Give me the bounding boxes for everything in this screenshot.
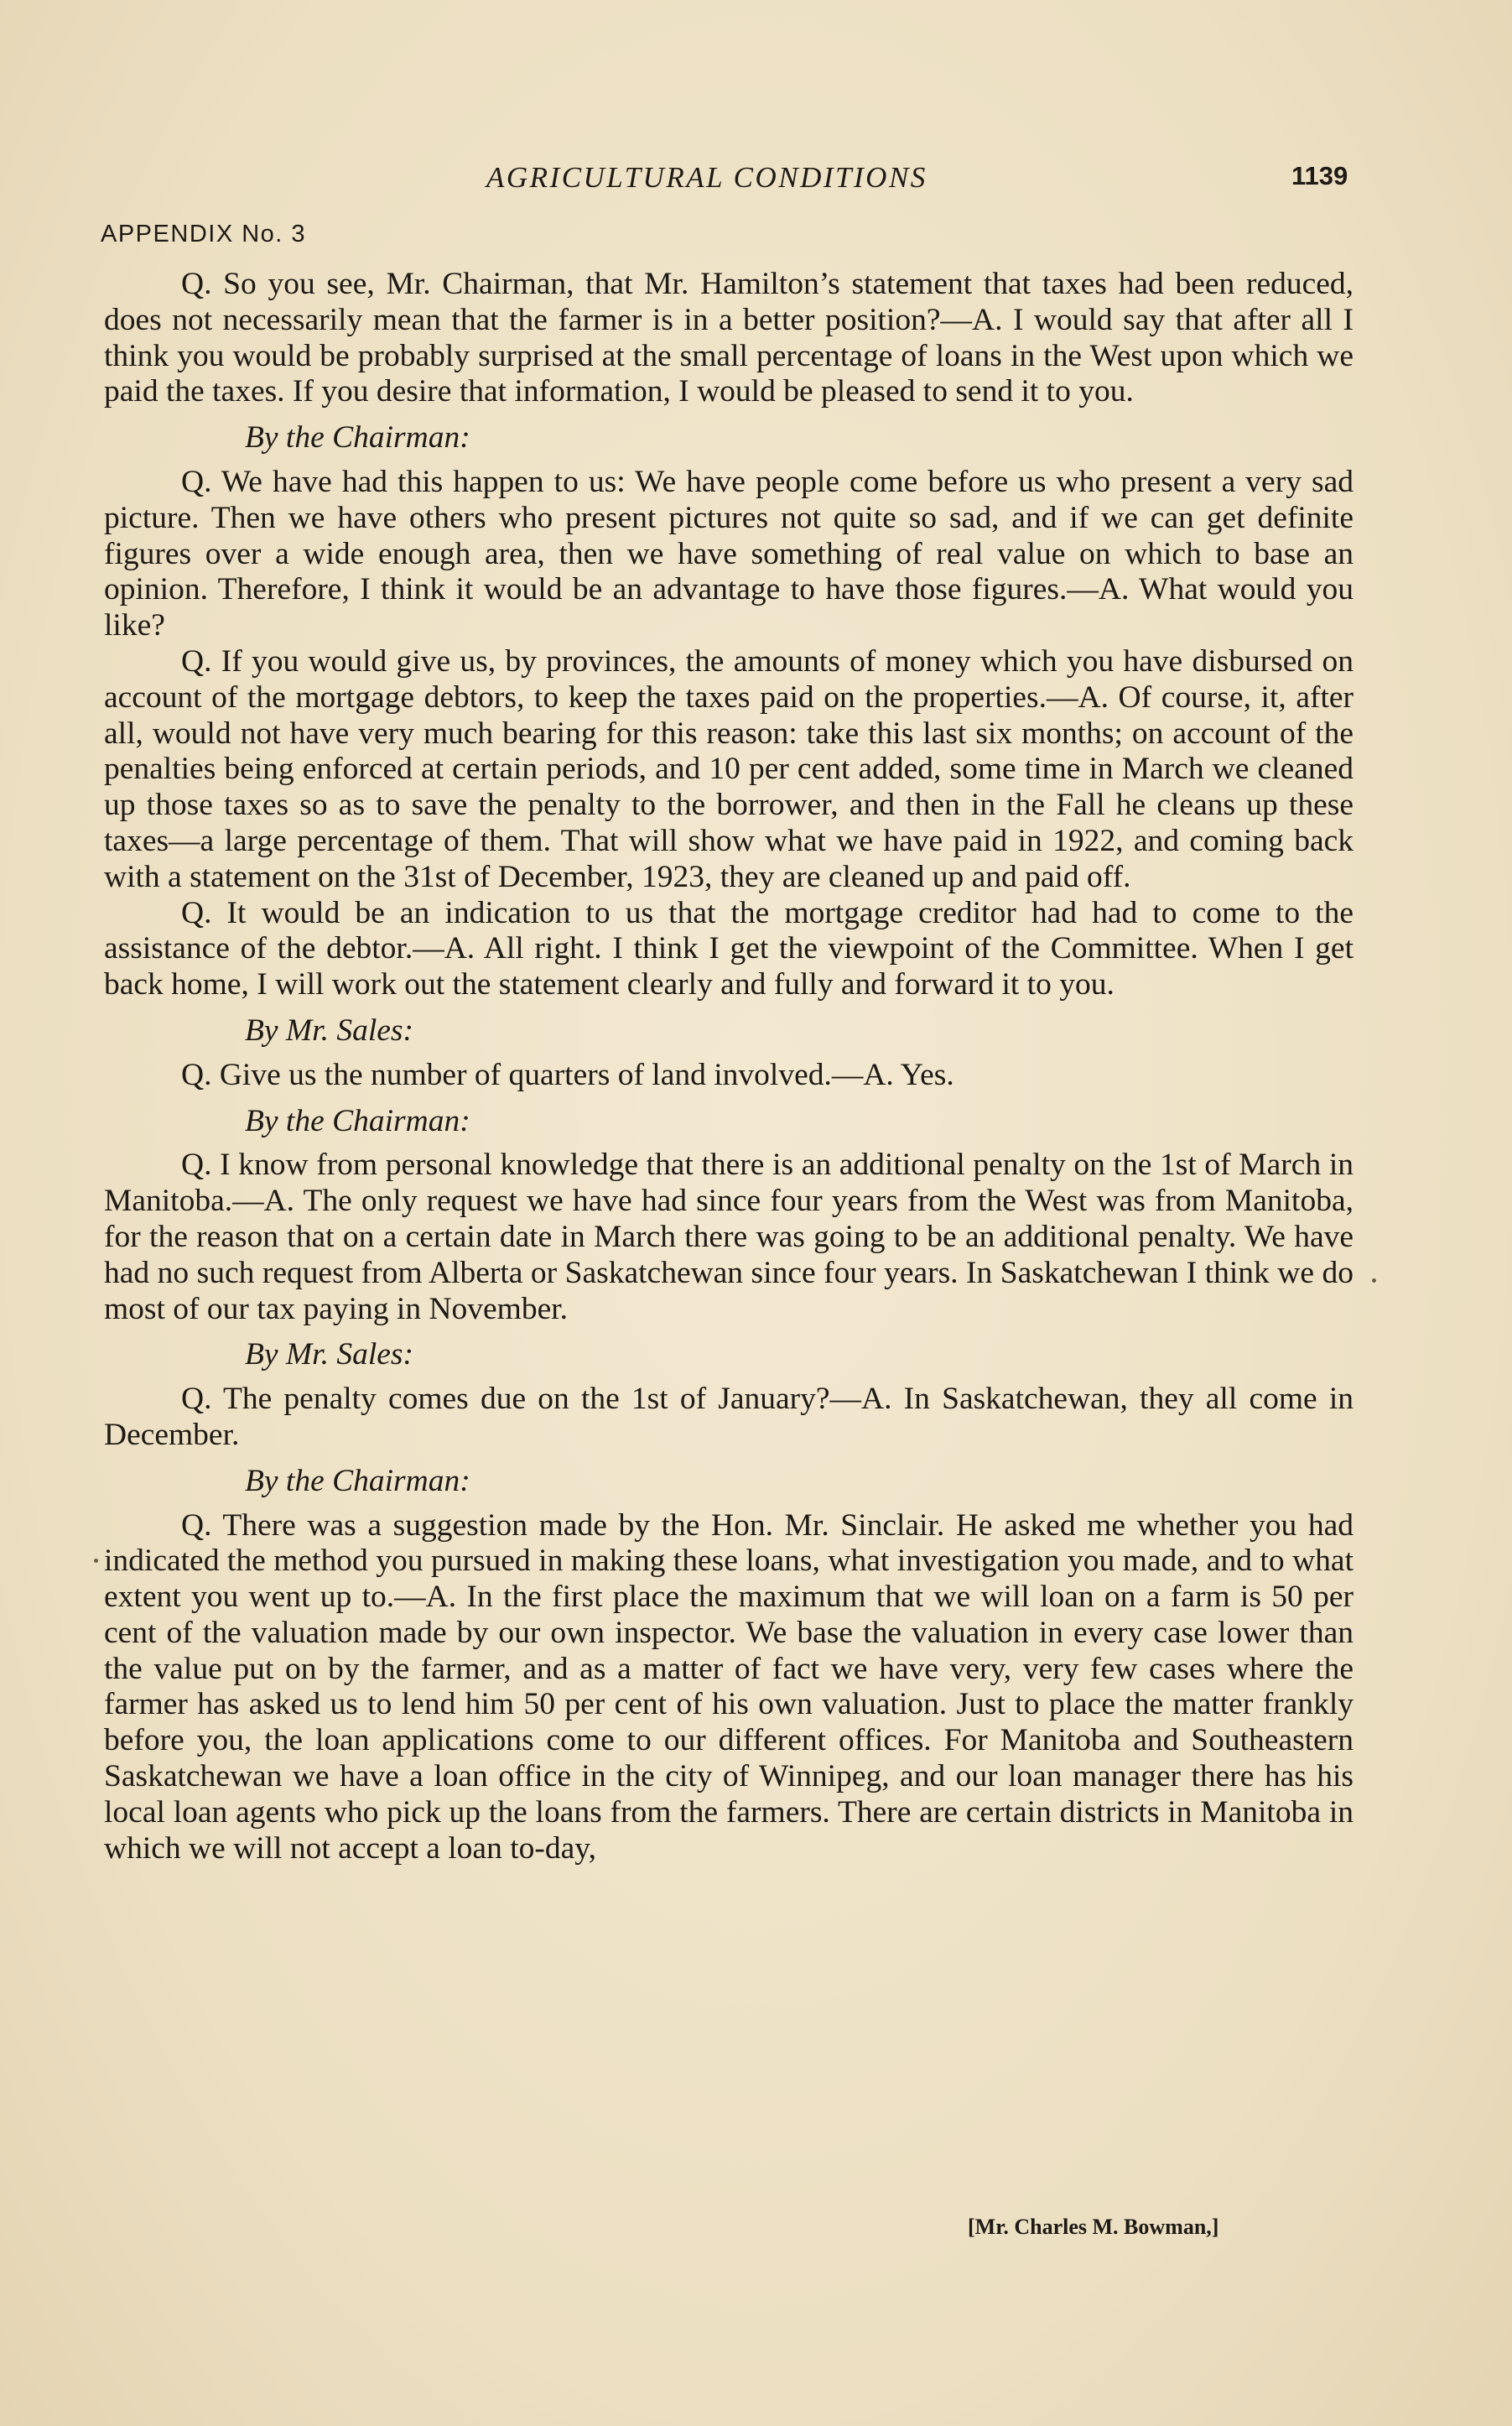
paragraph: Q. The penalty comes due on the 1st of January?—A. In Saskatchewan, they all come in December.	[104, 1382, 1354, 1452]
witness-signature: [Mr. Charles M. Bowman,]	[968, 2215, 1219, 2239]
body-text	[104, 267, 1354, 1866]
paragraph: Q. It would be an indication to us that the mortgage creditor had had to come to the assistance of the debtor.—A. All right. I think I get the viewpoint of the Committee. When I get back home, I will work out the statement clearly and fully and forward it to you.	[104, 895, 1354, 1002]
margin-mark	[94, 1559, 98, 1563]
speaker-heading: By the Chairman:	[245, 1463, 470, 1498]
speaker-heading: By the Chairman:	[245, 1103, 470, 1138]
page-number: 1139	[1291, 161, 1348, 190]
speaker-heading: By Mr. Sales:	[245, 1337, 413, 1372]
speaker-heading: By the Chairman:	[245, 420, 470, 456]
paragraph: Q. So you see, Mr. Chairman, that Mr. Hamilton’s statement that taxes had been reduced, does not necessarily mean that the farmer is in a better position?—A. I would say that after all I think you would be probably surprised at the small percentage of loans in the West upon which we paid the taxes. If you desire that information, I would be pleased to send it to you.	[104, 267, 1354, 409]
speaker-heading: By Mr. Sales:	[245, 1013, 413, 1048]
appendix-label: APPENDIX No. 3	[101, 221, 307, 247]
paragraph: Q. We have had this happen to us: We have people come before us who present a very sad picture. Then we have others who present pictures not quite so sad, and if we can get definite figures over a wide enough area, then we have something of real value on which to base an opinion. Therefore, I think it would be an advantage to have those figures.—A. What would you like?	[104, 464, 1354, 643]
margin-mark	[1372, 1278, 1376, 1283]
paragraph: Q. There was a suggestion made by the Hon. Mr. Sinclair. He asked me whether you had indicated the method you pursued in making these loans, what investigation you made, and to what extent you went up to.—A. In the first place the maximum that we will loan on a farm is 50 per cent of the valuation made by our own inspector. We base the valuation in every case lower than the value put on by the farmer, and as a matter of fact we have very, very few cases where the farmer has asked us to lend him 50 per cent of his own valuation. Just to place the matter frankly before you, the loan applications come to our different offices. For Manitoba and Southeastern Saskatchewan we have a loan office in the city of Winnipeg, and our loan manager there has his local loan agents who pick up the loans from the farmers. There are certain districts in Manitoba in which we will not accept a loan to-day,	[104, 1507, 1354, 1866]
paragraph: Q. Give us the number of quarters of land involved.—A. Yes.	[181, 1057, 954, 1092]
paragraph: Q. If you would give us, by provinces, the amounts of money which you have disbursed on account of the mortgage debtors, to keep the taxes paid on the properties.—A. Of course, it, after all, would not have very much bearing for this reason: take this last six months; on account of the penalties being enforced at certain periods, and 10 per cent added, some time in March we cleaned up those taxes so as to save the penalty to the borrower, and then in the Fall he cleans up these taxes—a large percentage of them. That will show what we have paid in 1922, and coming back with a statement on the 31st of December, 1923, they are cleaned up and paid off.	[104, 643, 1354, 894]
running-title: AGRICULTURAL CONDITIONS	[486, 161, 927, 194]
paragraph: Q. I know from personal knowledge that there is an additional penalty on the 1st of March in Manitoba.—A. The only request we have had since four years from the West was from Manitoba, for the reason that on a certain date in March there was going to be an additional penalty. We have had no such request from Alberta or Saskatchewan since four years. In Saskatchewan I think we do most of our tax paying in November.	[104, 1148, 1354, 1326]
